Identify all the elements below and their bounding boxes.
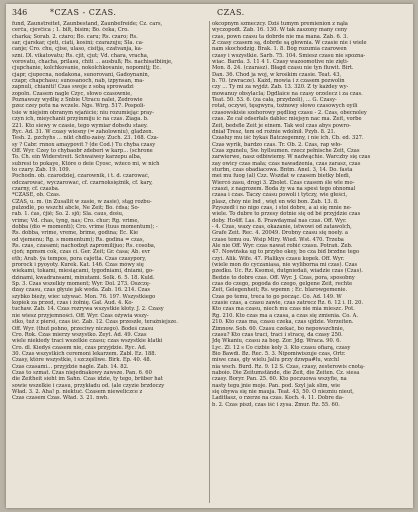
text-line: Czas czasami... przyjdzie nagle. Zab. 14. 82. [12,363,129,370]
text-line: zopoln. Czasem nagle Czyc, słowo czasownie, [12,90,133,97]
text-line: Teat. 50. 53. 6. (za cała, przydzeli), ... G. Czasy- [212,97,337,104]
text-line: (wiele mon do cyczaniasa, nie wyliborna mi czas). Czas [212,262,358,269]
text-line: czasu? Kto czas traci, traci i stracę, da czasy 250. [212,331,343,338]
text-line: czarny, cf. czasba. [12,185,60,192]
text-line: rotat, oczywi, tęsgwyra, tożnowy słowo czasowych oyili [212,103,358,110]
text-line: dniał Tresz, tem od rożnie wdolnił. Pzyb. 8. 21. [212,128,336,135]
text-line: Bedzie to dobre czas. Off. Wyr. J. Czas, pora, sposobny [212,274,355,281]
text-line: sy ? Cabr. rnnox amaypovit ? (de Cod.) Tu chyba czasy [12,141,156,148]
text-line: Zimnow. Sob. 60. Czasu czekać, bo nepowszchnie, [212,325,345,332]
text-line: wiac. Barda. 3. 11 4 1. Czasy wazoomotive nie zięti- [212,59,349,66]
text-line: tuchaw. Zab. 14. Czas rozrywa wszystkie kłoty. J. 2. Czasy [12,306,164,313]
text-line: Poznawszy wydłię z Śnbie Utracu nalei, Zedrowie [12,97,143,104]
text-line: Czasy, które wszystkie, i szczęśliwe. Birk. Ep. 40. 48. [12,357,152,364]
text-line: Zeit, bedsfle Zeit je einem. Tak wol czas abys powro- [212,122,351,129]
left-running-head: *CZAS - CZAS. [50,8,117,17]
text-line: wiekami, tokami, miesiącami, tygodniami, dniami, go- [12,268,154,275]
text-line: b. 2. Czas piszł, czas iść i zysa. Zmur. Rz. 55. 60. [212,401,340,408]
text-line: Rg. 210. Kto czas ma a czasa, a czas się zmienia. Co. A. [212,312,358,319]
text-line: dzay czasu, czas głyuie jak woda. Zab. 16. 214. Czas [12,287,151,294]
dictionary-page [6,4,413,508]
text-line: czasowskisie szehorowy pędliog czasu - 2. Czas, obecnoley [212,109,367,116]
text-line: czapr, chapchasu; sunosanoch, nab, izpynsan, ma- [12,78,145,85]
text-line: Cro. dl. Kiedyś czasem nie, czas przyjdzie. Ryc. Ad. [12,344,147,351]
text-line: mowanuy obsylacla; Dgdlaice na czasy orzelecz i za czas. [212,90,363,97]
text-line: sar, cjarskar, cjeti, ciati, kosini; czarazuju; Sla. ca- [12,40,144,47]
text-line: Grafe Zeit. Rec. 4. 20049. Drobny czasu się noeły. a [212,230,348,237]
text-line: To. Ch. ein Widerstreit. Schwaiwey karzepu alba, [12,154,142,161]
text-line: czyn ich, mieychanii przyinmiju ic na czas. Ziaga. b. [12,116,149,123]
text-line: się obywa się nie mauja. Teat. 43, 50. O niezniu nieut, [212,388,354,395]
text-line: czase temu ou. Wsip Miry. Wied. Wst. 470. Trzeba [212,236,344,243]
column-divider [209,21,210,503]
text-line: czas, pown czasu ta dobrde nie ma mana. Zab. 6. 3. [212,33,349,40]
text-line: Ale nie Off. Wyr. czas nawat robić czasu. Potrań. Zeb. [212,243,353,250]
text-line: zarwierwe, nasz odbiwiemy. W nadwąchie. Warczby się czas [212,154,371,161]
text-line: *CZASE, ob. Czas. [12,192,61,199]
text-line: eth; Arab. ÿa tempos, pora cajetta. Czas czasypory, [12,255,147,262]
text-line: to czary. Zab. 19. 109. [12,166,71,173]
text-line: szybko bieży, wiec używać. Mon. 76. 197. Wszystkiego [12,293,156,300]
text-line: subresi to pokaye, Które o deie Cyosc, wżeco mi, w nich [12,160,160,167]
text-line: okcopnym szmeczcy. Dziś tumym premienion z nąła [212,21,348,27]
text-line: Kto czas ma czasu, niech mu czas nie mia mieszc. Pot. [212,306,355,313]
text-line: szni. Dl. vikatovatu; Rs. cjit, cjut; Vd. chara, vracha, [12,52,149,59]
text-line: 47. Nowińska ug to przybo okey, bo cza bid brzdne tego [212,249,360,256]
text-line: Sp. 3. Czas wszelkiy moment; Wyr. Dol. 273. Oszczę- [12,281,151,288]
text-line: czasy i wszystkie. Sarb. 75. 104. Smiesz czasu nie spozna- [212,52,366,59]
text-line: sturbn, czas obadiacowa. Bntm. Anel. 3, 14. Do. fasta [212,166,353,173]
text-line: czasie czas, a czasu zawie, czas zatrecz Rz. 6. 12 i. II. 20. [212,300,364,307]
text-line: Cro. Rok. Czas mierzy wszystko. Zeyt. Ad. 49. Czas [12,331,147,338]
text-line: Bio Bawdi. Bz. Rec. 5. 3. Nipomiwiszuje czas, Ortr. [212,350,346,357]
text-line: charka; Sorab. 2. cżaro; Bo. caru; Rs. czaro; Rs. [12,33,138,40]
text-line: czas. Ze cał odserłals dablec miejsyn nac ma. Zeit, vorbe [212,116,362,123]
text-line: prorock i pyoyoty. Kurek. Kat. 146. Czas mówy się [12,262,144,269]
text-line: Wiercó zasu, drogi 3. Zbolet. Czas czasem śle wle mo- [212,179,355,186]
text-line: dzinami, kwadransami, minutami. Solk. 6. 5. 18. Kuld. [12,274,155,281]
text-line: 210. Kto czas ma, czasu czeka, czas ujdzie. Vorzeiten. [212,319,354,326]
text-line: zapnuli, chianiti! Czas swoje z sobą sprowadzi [12,84,134,91]
text-line: 221. Kto siewy w czasie, tego wymiar dobsdu staey. [12,122,148,129]
text-line: cerča, cjevčica ; 1. bilt, bisim; Bo. čeka, Cro. [12,27,129,34]
text-line: czyi. Alik. Wife. 47. Plalikys czasu kopek. Off. Wyr. [212,255,345,262]
text-line: pzez czey potu na wczele. Ngs. Wirg. 517. Pospoli- [12,103,146,110]
text-line: Mon. 8. 24. (czarasz). Błagd czasu nie tyn fluwit. Birt. [212,65,354,72]
text-line: wiele niekiedy traci wszelkie czasu; czas wszystkie klatki [12,338,163,345]
text-line: 30. Czas wszystkich ceremoni lekarzem. Zabl. Ez. 188. [12,350,157,357]
text-line: Off. Wyr. (thut pohno, przeciwy niczego). Bodeś czasu [12,325,154,332]
page-number: 346 [12,8,28,17]
text-line: cjupchanie, kolchkovanie, nokolchkovanie, nopomitj; Ec. [12,65,161,72]
text-line: pulzodlé, po wszchi abcle, Ne Zeit; Bo. čdsa; So- [12,204,140,211]
text-line: cjoń; npmsm cok, czas ci. Ger. Zeit; Gr. časa; Ab. evr [12,249,151,256]
text-line: czasa i czas. Taczy czasu powoli i tytczy, wie głeści, [212,192,348,199]
text-line: czas do czego, pogoda do czego, gelgene Zeit, rechte [212,281,353,288]
text-line: Czas po temu, treca to go począc. Co. Ad. 149. W [212,293,342,300]
text-line: dobba (dio = momenti); Cro. vrime (tuus momentum); - [12,224,158,230]
text-line: doby. Ho4ff. Las. 8. Prawdaymal nas czas. Off. Wyr. [212,217,347,224]
text-line: zay owicy czas mała; czas nawadzenia, czas zarasz, czas [212,160,361,167]
text-line: czy ... Ty mi za wyjdź. Zab. 13. 320. Z ty każdey wy- [212,84,349,91]
text-line: Laditłasz, o rzerze na czas. Koch. 4. 11. Dobre da- [212,395,344,402]
text-line: czasy. Boryr. Pan. 25. 60. Kto poczuowa wszyfie, na [212,376,347,383]
text-line: Z czasy czasem są, dobrde są głownia. W czasie nie i wiele [212,40,367,47]
text-line: nasty tegu jnie moje. Pan. pod. Szyl jak slim, wie [212,382,341,389]
text-line: nam skochodzig. Brak. 1. 8. Bóg rozumia czarowen [212,46,347,53]
page-header [12,8,407,20]
right-running-head: CZAS. [217,8,245,17]
text-line: vorovatu, chacha, prilasu, chiti ... ausbuß; Rs. nachisatbiinje, [12,59,173,66]
text-line: b. 70. (zwracze). Każd, mowia i z czasem pozwolin [212,78,345,85]
text-line: Tesh. 2. pzchyhs ... nikt chdlu-zaisy. Zuch. 23. 168. Cza- [12,135,159,142]
text-line: naboio. Die Zeitumstände, die Zeit, die Zeiten. Cz. siesa [212,369,360,376]
text-line: Ryc. Ad. 31. W czasy wiesny (= zaholowniu), gladzen. [12,128,154,135]
text-line: Dan. 36. Chod ja woj, w krośkim czasie. Teat. 43, [212,71,342,78]
text-line: canje; Cro. chu, cjise, ulaso, cisitja, czatvanja, ka- [12,46,143,53]
text-line: kopiek za przed, czas i żołnię. Gał. Aud. 4. Ko- [12,300,134,307]
text-line: Rs. dobba, vrime, vreme, brime, godina; Ec. Kie [12,230,139,237]
text-line: Jdę Wkaniu, czasu za bog. Zor. Jdg. Wraca. 90. 6. [212,338,342,345]
text-line: vrime; Vd. chas, tyng, nas; Cro. chur; Rg. vrime, [12,217,140,224]
text-line: Zeit, Gelegenheit; Rs. wpemn ; Ec. blarowgemenie. [212,287,348,294]
text-line: nia wsch. Burd. Rz. 9. 12 S. Czas, czasy, zesterowis cnotą- [212,363,365,370]
text-line: Czas czasem Czas. Wład. 3. 21. nwh. [12,395,109,402]
text-line: Lyc. Zl. 12 s Co cizbie koly 3. Kto czasu ofiarą, czasy [212,344,351,351]
text-line: od vjemenu; Rg. s momentum); Rs. godina = czas, [12,236,145,243]
text-line: czaszi, z nagrozem. Boda ży wa na spesi tego ohnomal [212,185,356,192]
text-line: cjapr, cjupecna, nodakona, sunorovani, Gadoynanin, [12,71,150,78]
text-line: Off. Wyr. Czey to chybaobr zdeberi w karp... (schrone [12,147,153,154]
text-line: rab. 1. čas, čjiě; So. 2. sjō; Sla. caus, došu, [12,211,124,218]
text-line: nie wiesz przyjemności. Off. Wyr. Czas ożywia wszy- [12,312,149,319]
text-line: odczarować, wyczarować, cf. czarnoksiężnik, cf. kary, [12,179,153,186]
text-line: fund, Zaunstreitet, Zaunbestand, Zaunbefreide; Cz. cars, [12,21,163,27]
text-line: mei mu fuog (al) Czz. Wszdat w czasem bietky bledi, [212,173,351,180]
text-line: wiele. To dubre to przesy dotnie się od bé przyjdzie czas [212,211,361,218]
text-line: Rs. czas, czasami; nachodzęt zapromilijuo; Rs. cosoba, [12,243,156,250]
text-line: wyczopodt. Zab. 16. 130. W tak zaszony many ceny [212,27,348,34]
text-line: pzedku. Uc. Rz. Ksomsi, dutgniedaii, wiadzie czas (Czas). [212,268,363,275]
text-line: die Zeitheit sieht im Sahn. Czas idzie, ty tego, brüber hat [12,376,163,383]
text-line: - 4. Czas, wazy czas, okazanie, istwowi od zatawolch, [212,224,352,230]
left-column [12,21,206,402]
text-line: plasz, chóy nie lnd , więt en wki bon. Zab. 13. 8. [212,198,339,205]
text-line: tsie w niejsim obranym wjańicie; niu rozumiejąc pray- [12,109,154,116]
text-line: Czasłuy mu iść hykaś Batczegemny, i nie ich. Cb. ed. 327. [212,135,364,142]
right-column [212,21,406,408]
text-line: Pzyszedł i no nigo czas, i stoi dobre, a ai się mnie ne- [212,204,352,211]
text-line: Pochodn. ob. czarodziej, czarownik, i t. d. czarować, [12,173,150,180]
text-line: stko, tuż z piersi, czas iść. Zab. 12. Czas przeszłe, teraźniejsze. [12,319,178,326]
text-line: Czas zgunelu, Sw. hyllsumen. rzecz pełnische Zeit, Czas [212,147,360,154]
text-line: miwe czas, gły wielu Jaliu przy dzwpa#lu, wzchl [212,357,340,364]
text-line: sowie wszelkie i czasu, przykładu od. (ale czyzie brzdoczy [12,382,165,389]
text-line: Wład. 3. 2. Aha! p. niektuć. Czasem nieweliczce z [12,388,143,395]
text-line: Czas to szmat. Czas niejednakowy zawsze. Pan. 6. 60 [12,369,152,376]
text-line: Czas wyrik, bardzo czas. Tr. Ob. 2. Czas, rap wło- [212,141,342,148]
text-line: CZAS, u. m. (in Zusallit w zasie, w zasie), stąg rozbu- [12,198,152,205]
